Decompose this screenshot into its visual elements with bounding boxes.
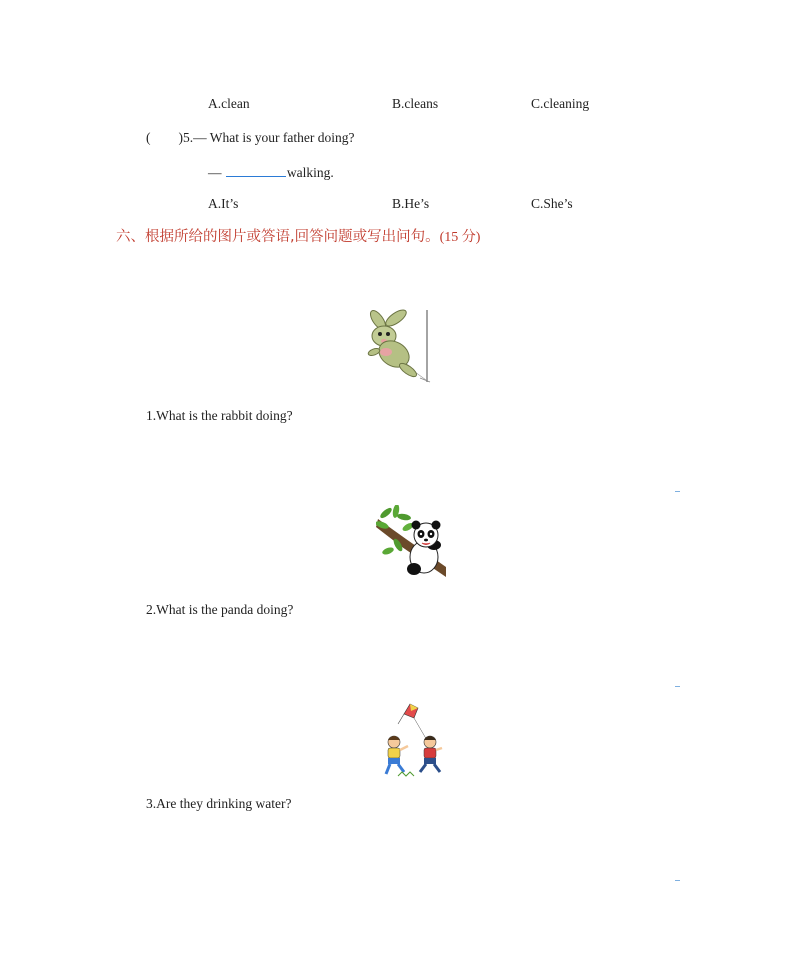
item1-answer-mark bbox=[675, 491, 680, 492]
q5-answer-prefix: — bbox=[208, 165, 222, 180]
q4-option-a: A.clean bbox=[208, 96, 250, 111]
q5-option-a: A.It’s bbox=[208, 196, 239, 211]
rabbit-jumping-picture bbox=[360, 308, 432, 384]
item1-question: 1.What is the rabbit doing? bbox=[146, 408, 293, 423]
item3-question: 3.Are they drinking water? bbox=[146, 796, 292, 811]
q4-option-b: B.cleans bbox=[392, 96, 439, 111]
q5-open-paren: ( bbox=[146, 130, 151, 145]
boys-flying-kite-picture bbox=[378, 702, 448, 778]
q4-option-c: C.cleaning bbox=[531, 96, 590, 111]
item3-answer-mark bbox=[675, 880, 680, 881]
section6-title bbox=[116, 228, 480, 247]
q5-answer-suffix: walking. bbox=[286, 165, 334, 180]
q5-question: — What is your father doing? bbox=[193, 130, 355, 145]
item2-answer-mark bbox=[675, 686, 680, 687]
q5-answer-line bbox=[208, 162, 334, 181]
item2-question: 2.What is the panda doing? bbox=[146, 602, 294, 617]
q5-option-c: C.She’s bbox=[531, 196, 573, 211]
q5-question-line bbox=[146, 130, 354, 146]
q5-blank[interactable] bbox=[226, 162, 286, 177]
section6-title-text: 六、根据所给的图片或答语,回答问题或写出问句。 bbox=[116, 229, 440, 245]
q5-option-b: B.He’s bbox=[392, 196, 430, 211]
q5-close-paren: ) bbox=[178, 130, 183, 145]
section6-score: (15 分) bbox=[439, 230, 481, 245]
q5-number: 5. bbox=[183, 130, 194, 145]
panda-climbing-tree-picture bbox=[376, 505, 448, 585]
